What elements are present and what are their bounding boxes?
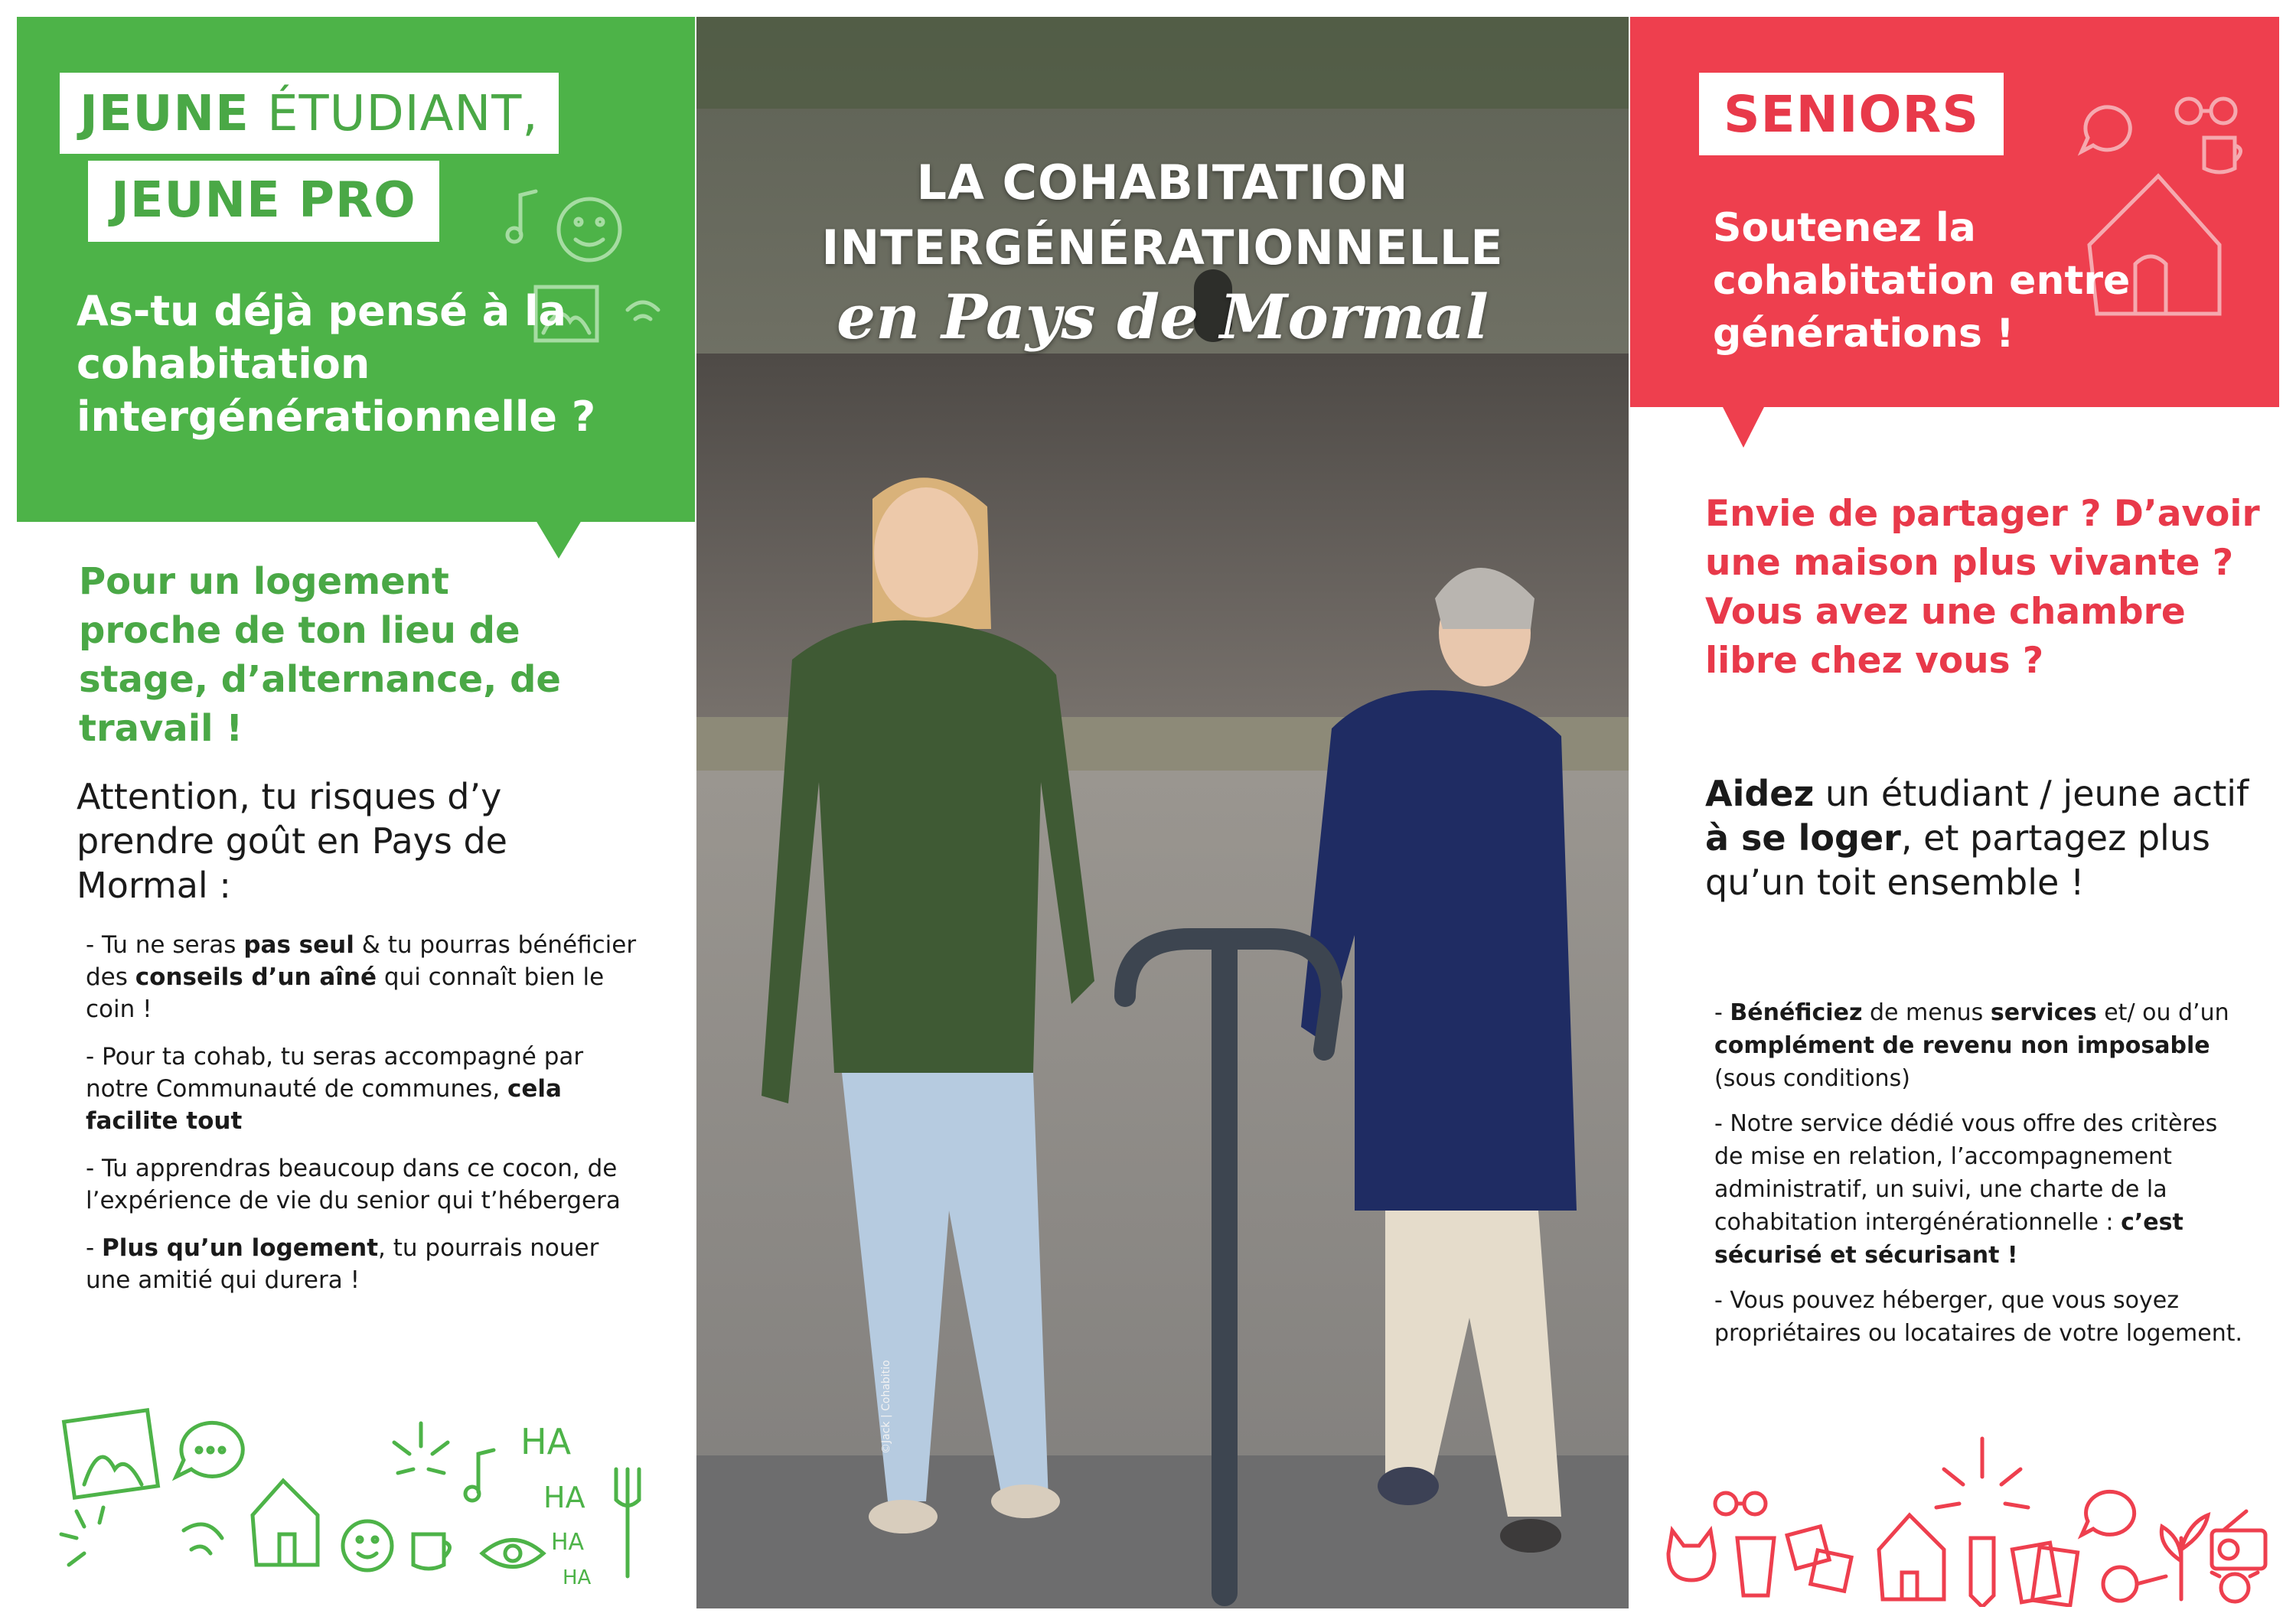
left-intro-text: Attention, tu risques d’y prendre goût en Pays de Mormal :	[77, 776, 507, 906]
coffee-cup-icon	[413, 1534, 450, 1569]
photo-title-line3: en Pays de Mormal	[837, 281, 1489, 353]
cat-icon	[1668, 1530, 1714, 1580]
glass-icon	[1737, 1538, 1774, 1595]
smiley-icon	[559, 199, 620, 260]
dice-icon	[1787, 1527, 1851, 1591]
doodle-ha: HA	[543, 1481, 585, 1514]
doodle-ha: HA	[520, 1421, 572, 1462]
coffee-cup-icon	[2204, 138, 2241, 172]
green-panel-question: As-tu déjà pensé à la cohabitation intergénérationnelle ?	[77, 287, 596, 441]
chat-bubble-icon	[2082, 1491, 2135, 1535]
doodle-ha: HA	[551, 1529, 585, 1556]
smiley-icon	[343, 1521, 392, 1570]
chat-bubble-icon	[2082, 107, 2130, 152]
right-intro-text: Aidez un étudiant / jeune actif à se loger, et partagez plus qu’un toit ensemble !	[1705, 773, 2249, 903]
pencil-icon	[1971, 1538, 1994, 1607]
glasses-icon	[1715, 1493, 1766, 1514]
speech-bubble-tail	[1722, 406, 1765, 448]
wifi-icon	[184, 1524, 222, 1553]
red-panel-question: Soutenez la cohabitation entre générations !	[1713, 205, 2131, 357]
audience-tag-line1	[60, 73, 559, 154]
list-item: - Notre service dédié vous offre des critères de mise en relation, l’accompagnement administratif, un suivi, une charte de la cohabitation intergénérationnelle : c’est sécurisé et sécurisant !	[1714, 1110, 2218, 1269]
footer-doodles-left	[54, 1400, 666, 1592]
speech-bubble-tail	[536, 520, 582, 559]
right-benefits-list	[1714, 996, 2250, 1362]
left-headline: Pour un logement proche de ton lieu de stage, d’alternance, de travail !	[79, 560, 561, 750]
list-item: - Bénéficiez de menus services et/ ou d’un complément de revenu non imposable (sous conditions)	[1714, 999, 2229, 1092]
playing-cards-icon	[2012, 1543, 2077, 1605]
frying-pan-icon	[2103, 1567, 2166, 1601]
chat-bubble-icon	[176, 1423, 243, 1477]
burst-icon	[1936, 1439, 2028, 1507]
list-item: - Vous pouvez héberger, que vous soyez propriétaires ou locataires de votre logement.	[1714, 1287, 2243, 1347]
house-icon	[253, 1481, 318, 1565]
eye-icon	[482, 1540, 543, 1567]
list-item: - Tu ne seras pas seul & tu pourras bénéficier des conseils d’un aîné qui connaît bien le coin !	[86, 931, 637, 1023]
fork-icon	[616, 1469, 639, 1576]
burst-icon	[394, 1423, 448, 1473]
tag-word-etudiant: ÉTUDIANT,	[267, 86, 539, 142]
audience-tag-line2: JEUNE PRO	[88, 161, 439, 242]
cover-photo	[696, 17, 1629, 1608]
footer-doodles-right	[1653, 1423, 2273, 1607]
sparkle-icon	[61, 1507, 103, 1565]
list-item: - Pour ta cohab, tu seras accompagné par notre Communauté de communes, cela facilite tout	[86, 1043, 584, 1135]
list-item: - Plus qu’un logement, tu pourrais nouer une amitié qui durera !	[86, 1234, 599, 1294]
music-note-icon	[465, 1450, 494, 1501]
radio-icon	[2212, 1511, 2265, 1569]
doodle-ha: HA	[563, 1566, 592, 1589]
list-item: - Tu apprendras beaucoup dans ce cocon, de l’expérience de vie du senior qui t’hébergera	[86, 1155, 621, 1214]
tag-word-jeune: JEUNE	[80, 86, 249, 142]
house-icon	[1879, 1515, 1944, 1599]
picture-frame-icon	[64, 1410, 158, 1498]
photo-credit: ©Jack | Cohabitio	[880, 1360, 892, 1454]
photo-title-line2: INTERGÉNÉRATIONNELLE	[821, 220, 1504, 275]
left-benefits-list	[86, 929, 637, 1312]
right-headline: Envie de partager ? D’avoir une maison plus vivante ? Vous avez une chambre libre chez vous ?	[1705, 493, 2260, 682]
audience-tag-seniors: SENIORS	[1699, 73, 2004, 155]
photo-title-line1: LA COHABITATION	[916, 155, 1409, 210]
plant-icon	[2161, 1515, 2208, 1599]
music-note-icon	[507, 191, 536, 242]
sun-smiley-icon	[2212, 1572, 2258, 1602]
glasses-icon	[2177, 99, 2236, 123]
